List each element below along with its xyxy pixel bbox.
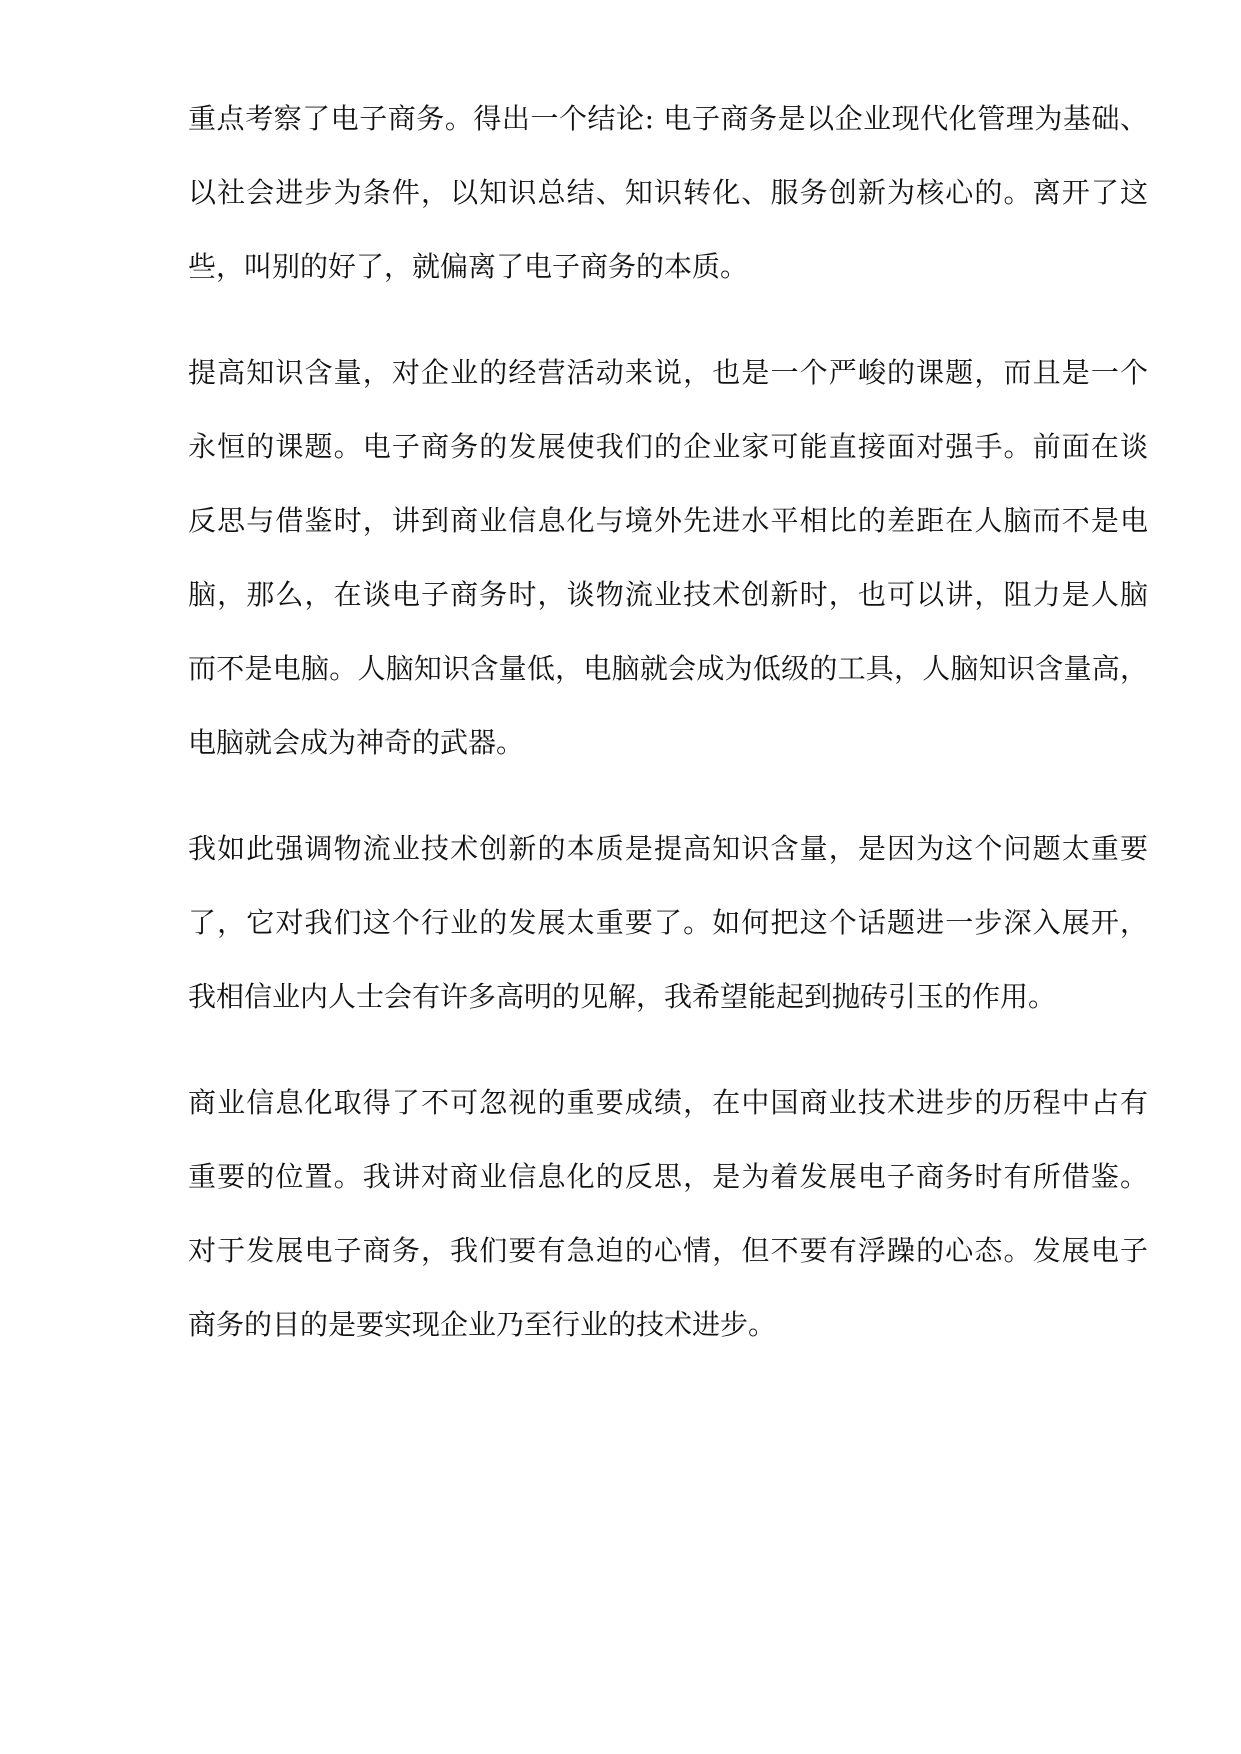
paragraph-2 bbox=[188, 336, 1148, 780]
document-body bbox=[188, 82, 1148, 1394]
text-line: 对于发展电子商务，我们要有急迫的心情，但不要有浮躁的心态。发展电子 bbox=[188, 1234, 1148, 1267]
text-line: 重要的位置。我讲对商业信息化的反思，是为着发展电子商务时有所借鉴。 bbox=[188, 1160, 1148, 1193]
text-line: 反思与借鉴时，讲到商业信息化与境外先进水平相比的差距在人脑而不是电 bbox=[188, 504, 1148, 537]
text-line: 永恒的课题。电子商务的发展使我们的企业家可能直接面对强手。前面在谈 bbox=[188, 430, 1148, 463]
text-line: 商业信息化取得了不可忽视的重要成绩，在中国商业技术进步的历程中占有 bbox=[188, 1086, 1148, 1119]
text-line: 我相信业内人士会有许多高明的见解，我希望能起到抛砖引玉的作用。 bbox=[188, 980, 1057, 1013]
text-line: 而不是电脑。人脑知识含量低，电脑就会成为低级的工具，人脑知识含量高， bbox=[188, 652, 1148, 685]
text-line: 以社会进步为条件，以知识总结、知识转化、服务创新为核心的。离开了这 bbox=[188, 176, 1148, 209]
text-line: 电脑就会成为神奇的武器。 bbox=[188, 726, 525, 759]
text-line: 些，叫别的好了，就偏离了电子商务的本质。 bbox=[188, 250, 749, 283]
text-line: 了，它对我们这个行业的发展太重要了。如何把这个话题进一步深入展开， bbox=[188, 906, 1148, 939]
text-line: 重点考察了电子商务。得出一个结论: 电子商务是以企业现代化管理为基础、 bbox=[188, 102, 1148, 135]
text-line: 脑，那么，在谈电子商务时，谈物流业技术创新时，也可以讲，阻力是人脑 bbox=[188, 578, 1148, 611]
paragraph-1 bbox=[188, 82, 1148, 304]
paragraph-4 bbox=[188, 1066, 1148, 1362]
text-line: 提高知识含量，对企业的经营活动来说，也是一个严峻的课题，而且是一个 bbox=[188, 356, 1148, 389]
text-line: 商务的目的是要实现企业乃至行业的技术进步。 bbox=[188, 1308, 777, 1341]
paragraph-3 bbox=[188, 812, 1148, 1034]
text-line: 我如此强调物流业技术创新的本质是提高知识含量，是因为这个问题太重要 bbox=[188, 832, 1148, 865]
